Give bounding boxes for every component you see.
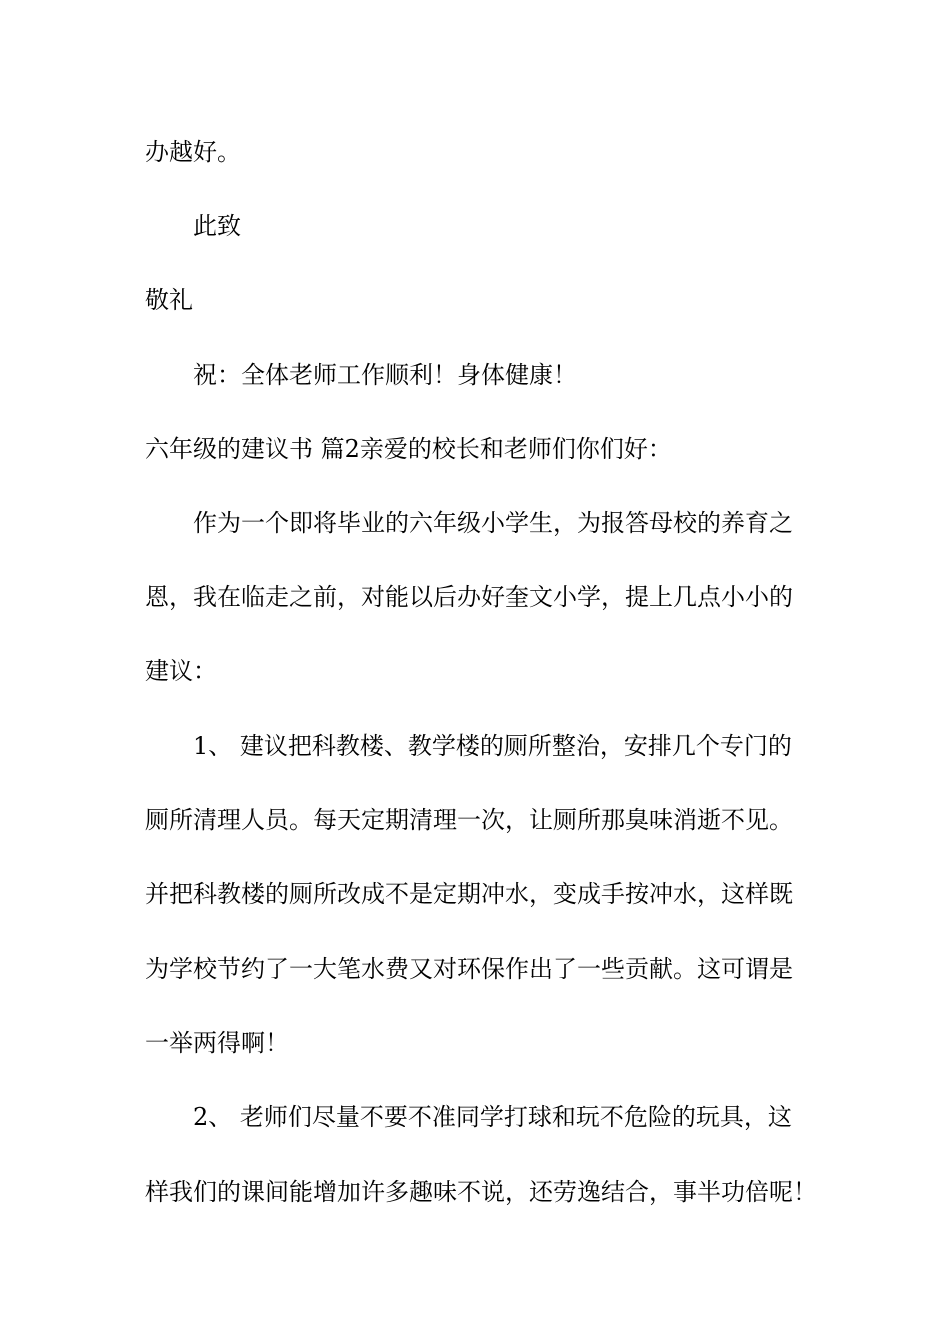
section-heading: 六年级的建议书 篇2亲爱的校长和老师们你们好： xyxy=(145,435,672,463)
text-line: 办越好。 xyxy=(145,138,241,166)
wish-line: 祝：全体老师工作顺利！身体健康！ xyxy=(193,361,577,389)
text-line: 为学校节约了一大笔水费又对环保作出了一些贡献。这可谓是 xyxy=(145,955,793,983)
text-line: 恩，我在临走之前，对能以后办好奎文小学，提上几点小小的 xyxy=(145,583,793,611)
text-line: 厕所清理人员。每天定期清理一次，让厕所那臭味消逝不见。 xyxy=(145,806,793,834)
salutation-line: 敬礼 xyxy=(145,286,193,314)
list-item-line: 1、 建议把科教楼、教学楼的厕所整治，安排几个专门的 xyxy=(193,732,792,760)
text-line: 建议： xyxy=(145,657,217,685)
text-line: 作为一个即将毕业的六年级小学生，为报答母校的养育之 xyxy=(193,509,793,537)
text-line: 一举两得啊！ xyxy=(145,1029,289,1057)
text-line: 样我们的课间能增加许多趣味不说，还劳逸结合，事半功倍呢！ xyxy=(145,1178,817,1206)
text-line: 并把科教楼的厕所改成不是定期冲水，变成手按冲水，这样既 xyxy=(145,880,793,908)
closing-line: 此致 xyxy=(193,212,241,240)
list-item-line: 2、 老师们尽量不要不准同学打球和玩不危险的玩具，这 xyxy=(193,1103,792,1131)
